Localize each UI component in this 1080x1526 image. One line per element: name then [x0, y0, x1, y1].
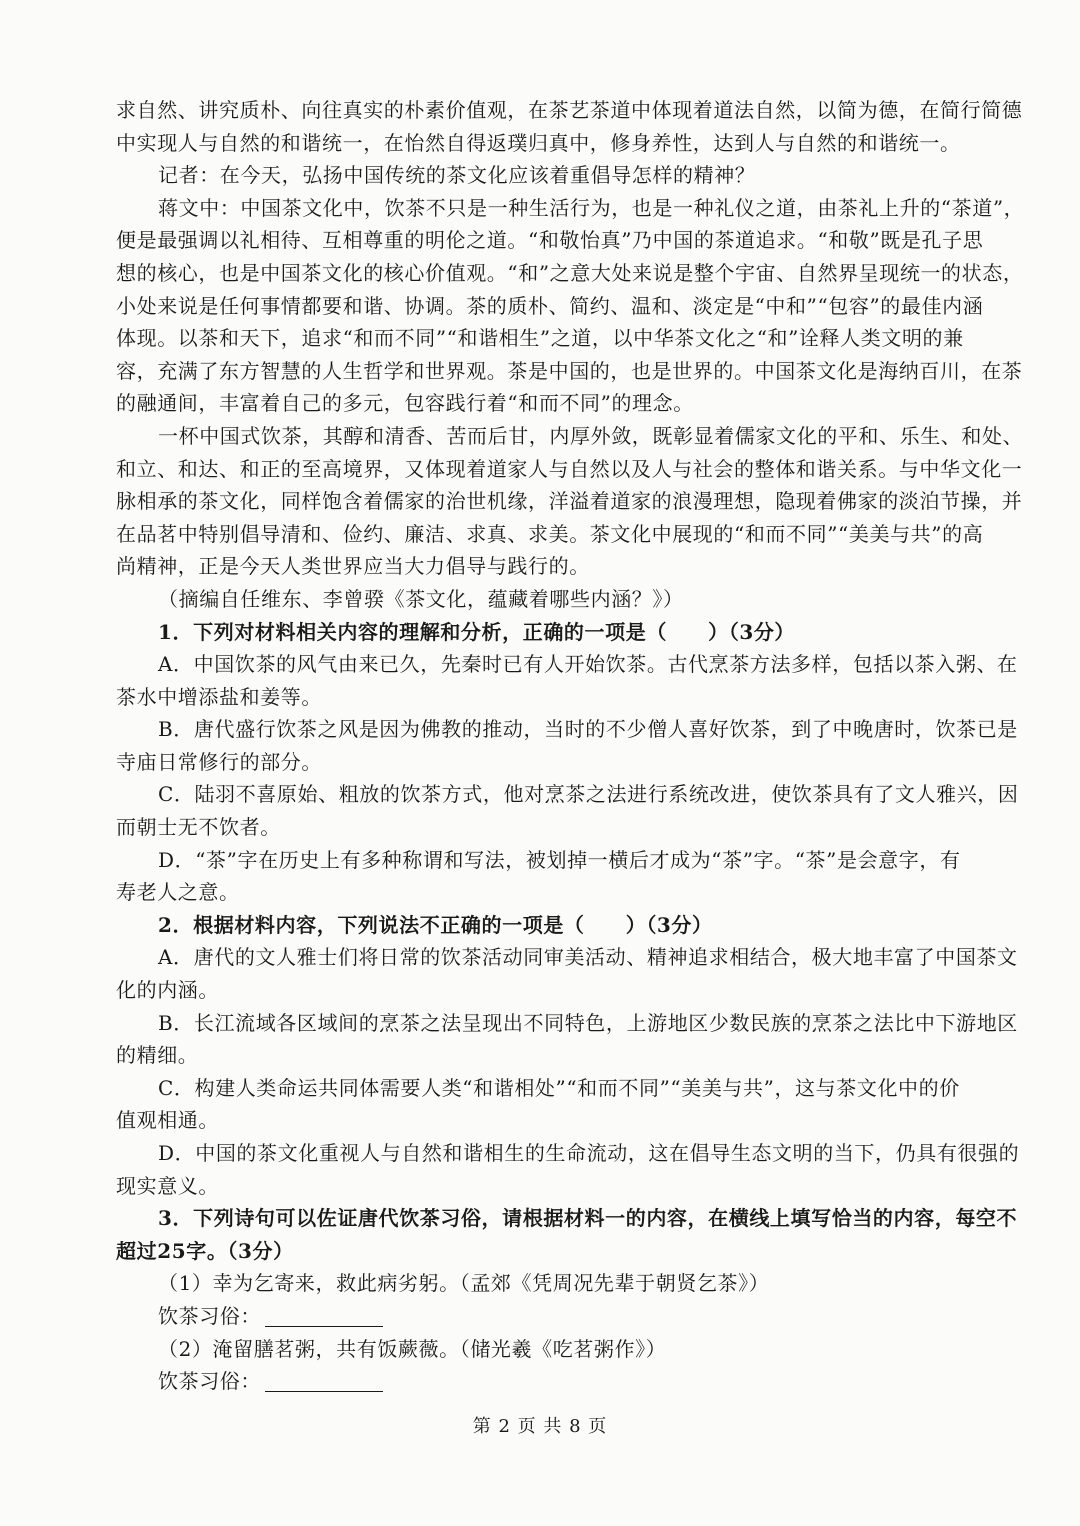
q3-answer-label-1: 饮茶习俗： — [158, 1303, 261, 1328]
q2-option-a-cont: 化的内涵。 — [116, 978, 219, 1003]
q2-option-c-cont: 值观相通。 — [116, 1108, 219, 1133]
question-3-stem: 3．下列诗句可以佐证唐代饮茶习俗，请根据材料一的内容，在横线上填写恰当的内容，每空不 — [158, 1206, 1018, 1231]
q3-answer-blank-2[interactable] — [265, 1371, 383, 1392]
q1-option-a: A．中国饮茶的风气由来已久，先秦时已有人开始饮茶。古代烹茶方法多样，包括以茶入粥、在 — [158, 652, 1018, 677]
passage-line: 和立、和达、和正的至高境界，又体现着道家人与自然以及人与社会的整体和谐关系。与中华文化一 — [116, 456, 1023, 481]
question-3-stem-cont: 超过25字。（3分） — [116, 1238, 294, 1263]
passage-line: 容，充满了东方智慧的人生哲学和世界观。茶是中国的，也是世界的。中国茶文化是海纳百川，在茶 — [116, 358, 1023, 383]
q2-option-b-cont: 的精细。 — [116, 1043, 199, 1068]
passage-line: 想的核心，也是中国茶文化的核心价值观。“和”之意大处来说是整个宇宙、自然界呈现统一的状态， — [116, 260, 1024, 285]
passage-line: 体现。以茶和天下，追求“和而不同”“和谐相生”之道，以中华茶文化之“和”诠释人类文明的兼 — [116, 326, 964, 351]
source-citation: （摘编自任维东、李曾骙《茶文化，蕴藏着哪些内涵？》） — [158, 586, 684, 611]
passage-line: 中实现人与自然的和谐统一，在怡然自得返璞归真中，修身养性，达到人与自然的和谐统一。 — [116, 130, 961, 155]
q3-answer-row-2 — [116, 1365, 968, 1398]
reporter-question: 记者：在今天，弘扬中国传统的茶文化应该着重倡导怎样的精神？ — [158, 163, 756, 188]
q2-option-c: C．构建人类命运共同体需要人类“和谐相处”“和而不同”“美美与共”，这与茶文化中的价 — [158, 1075, 960, 1100]
q2-option-d-cont: 现实意义。 — [116, 1173, 219, 1198]
q2-option-b: B．长江流域各区域间的烹茶之法呈现出不同特色，上游地区少数民族的烹茶之法比中下游地区 — [158, 1010, 1018, 1035]
passage-line: 蒋文中：中国茶文化中，饮茶不只是一种生活行为，也是一种礼仪之道，由茶礼上升的“茶道”， — [158, 195, 1025, 220]
q3-answer-row-1 — [116, 1300, 968, 1333]
q3-item-2: （2）淹留膳茗粥，共有饭蕨薇。（储光羲《吃茗粥作》） — [158, 1336, 667, 1361]
passage-line: 求自然、讲究质朴、向往真实的朴素价值观，在茶艺茶道中体现着道法自然，以简为德，在简行简德 — [116, 98, 1023, 122]
passage-line: 的融通间，丰富着自己的多元，包容践行着“和而不同”的理念。 — [116, 391, 694, 416]
q1-option-b-cont: 寺庙日常修行的部分。 — [116, 749, 322, 774]
passage-line: 脉相承的茶文化，同样饱含着儒家的治世机缘，洋溢着道家的浪漫理想，隐现着佛家的淡泊节操，并 — [116, 489, 1023, 514]
q3-item-1: （1）幸为乞寄来，救此病劣躬。（孟郊《凭周况先辈于朝贤乞茶》） — [158, 1271, 770, 1296]
q1-option-d: D．“茶”字在历史上有多种称谓和写法，被划掉一横后才成为“茶”字。“茶”是会意字，有 — [158, 847, 961, 872]
q3-answer-label-2: 饮茶习俗： — [158, 1369, 261, 1394]
q1-option-d-cont: 寿老人之意。 — [116, 880, 240, 905]
passage-line: 尚精神，正是今天人类世界应当大力倡导与践行的。 — [116, 554, 590, 579]
q1-option-c-cont: 而朝士无不饮者。 — [116, 815, 281, 840]
passage-line: 一杯中国式饮茶，其醇和清香、苦而后甘，内厚外敛，既彰显着儒家文化的平和、乐生、和处、 — [158, 423, 1024, 448]
q1-option-c: C．陆羽不喜原始、粗放的饮茶方式，他对烹茶之法进行系统改进，使饮茶具有了文人雅兴，因 — [158, 782, 1019, 807]
q1-option-a-cont: 茶水中增添盐和姜等。 — [116, 684, 322, 709]
question-1-stem: 1．下列对材料相关内容的理解和分析，正确的一项是（ ）（3分） — [158, 619, 796, 644]
page-number: 第 2 页 共 8 页 — [472, 1416, 608, 1437]
passage-line: 小处来说是任何事情都要和谐、协调。茶的质朴、简约、温和、淡定是“中和”“包容”的最佳内涵 — [116, 293, 984, 318]
q1-option-b: B．唐代盛行饮茶之风是因为佛教的推动，当时的不少僧人喜好饮茶，到了中晚唐时，饮茶已是 — [158, 717, 1018, 742]
passage-line: 在品茗中特别倡导清和、俭约、廉洁、求真、求美。茶文化中展现的“和而不同”“美美与共”的高 — [116, 521, 984, 546]
question-2-stem: 2．根据材料内容，下列说法不正确的一项是（ ）（3分） — [158, 912, 713, 937]
passage-line: 便是最强调以礼相待、互相尊重的明伦之道。“和敬怡真”乃中国的茶道追求。“和敬”既是孔子思 — [116, 228, 984, 253]
q2-option-d: D．中国的茶文化重视人与自然和谐相生的生命流动，这在倡导生态文明的当下，仍具有很强的 — [158, 1141, 1020, 1165]
q2-option-a: A．唐代的文人雅士们将日常的饮茶活动同审美活动、精神追求相结合，极大地丰富了中国茶文 — [158, 945, 1018, 970]
q3-answer-blank-1[interactable] — [265, 1306, 383, 1327]
